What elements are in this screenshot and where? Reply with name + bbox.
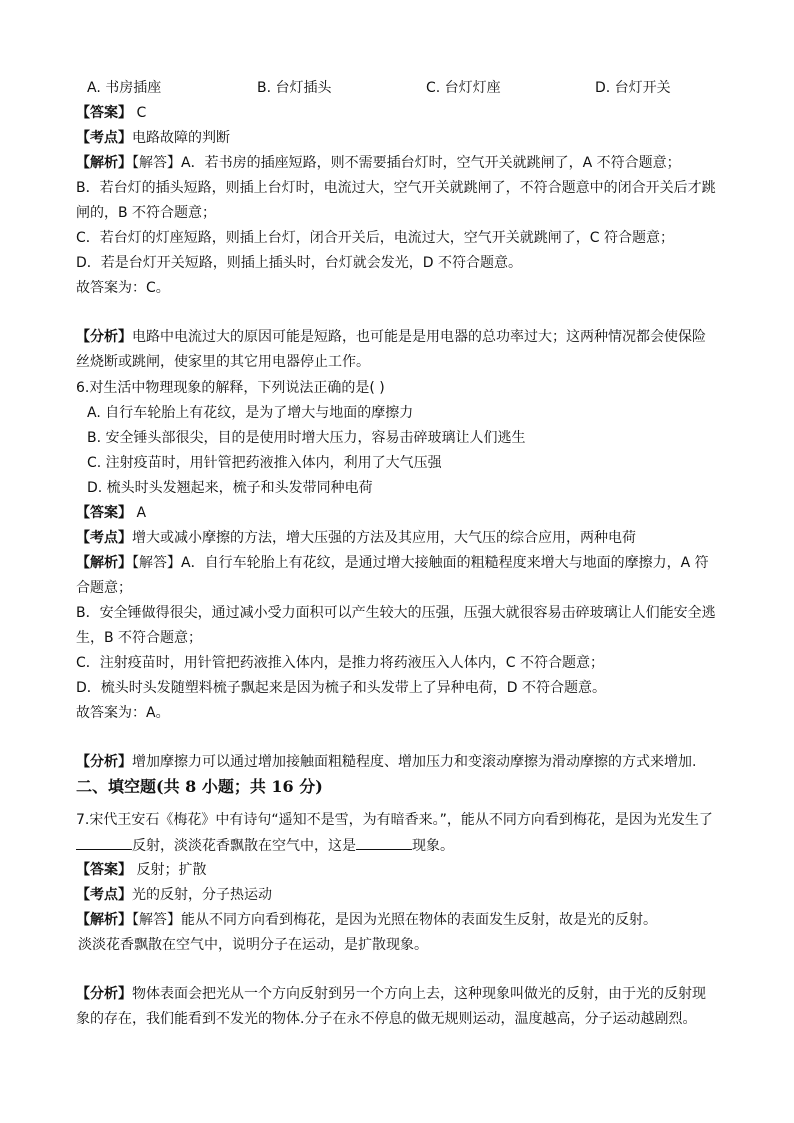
q6-option-a: A. 自行车轮胎上有花纹，是为了增大与地面的摩擦力 <box>87 405 414 421</box>
q5-option-c: C. 台灯灯座 <box>426 80 501 96</box>
q6-option-c: C. 注射疫苗时，用针管把药液推入体内，利用了大气压强 <box>87 455 442 471</box>
q5-option-b: B. 台灯插头 <box>257 80 332 96</box>
q6-jiexi-line: C．注射疫苗时，用针管把药液推入体内，是推力将药液压入人体内，C 不符合题意； <box>76 655 604 671</box>
q7-jiexi <box>76 910 657 930</box>
fenxi-tag: 【分析】 <box>76 986 132 1002</box>
kaodian-tag: 【考点】 <box>76 530 132 546</box>
q6-jiexi-line: B．安全锤做得很尖，通过减小受力面积可以产生较大的压强，压强大就很容易击碎玻璃让人们能安全逃 <box>76 605 716 621</box>
q5-fenxi <box>76 327 706 347</box>
fill-blank[interactable] <box>356 835 412 850</box>
q5-jiexi-line: B．若台灯的插头短路，则插上台灯时，电流过大，空气开关就跳闸了，不符合题意中的闭合开关后才跳 <box>76 180 716 196</box>
answer-value: 反射；扩散 <box>132 862 207 878</box>
fenxi-text: 增加摩擦力可以通过增加接触面粗糙程度、增加压力和变滚动摩擦为滑动摩擦的方式来增加. <box>132 754 697 770</box>
fenxi-text: 电路中电流过大的原因可能是短路，也可能是是用电器的总功率过大；这两种情况都会使保险 <box>132 329 706 345</box>
q7-stem-middle: 反射，淡淡花香飘散在空气中，这是 <box>132 838 356 854</box>
q6-option-b: B. 安全锤头部很尖，目的是使用时增大压力，容易击碎玻璃让人们逃生 <box>87 430 526 446</box>
q7-stem-end: 现象。 <box>412 838 454 854</box>
q5-fenxi-line: 丝烧断或跳闸，使家里的其它用电器停止工作。 <box>76 354 370 370</box>
q7-fenxi <box>76 984 706 1004</box>
q5-jiexi-line: C．若台灯的灯座短路，则插上台灯，闭合开关后，电流过大，空气开关就跳闸了，C 符合题意； <box>76 230 674 246</box>
jiexi-tag: 【解析】 <box>76 155 132 171</box>
answer-value: A <box>132 505 147 521</box>
jiexi-text: 【解答】A．若书房的插座短路，则不需要插台灯时，空气开关就跳闸了，A 不符合题意； <box>132 155 681 171</box>
jiexi-text: 【解答】能从不同方向看到梅花，是因为光照在物体的表面发生反射，故是光的反射。 <box>132 912 657 928</box>
q5-jiexi-line: 闸的，B 不符合题意； <box>76 205 217 221</box>
q7-answer <box>76 860 206 880</box>
section-title: 二、填空题(共 8 小题；共 16 分) <box>76 777 323 796</box>
q6-jiexi <box>76 553 709 573</box>
jiexi-text: 【解答】A．自行车轮胎上有花纹，是通过增大接触面的粗糙程度来增大与地面的摩擦力，A 符 <box>132 555 709 571</box>
q6-answer <box>76 503 146 523</box>
q5-options <box>87 78 767 98</box>
q6-jiexi-line: D．梳头时头发随塑料梳子飘起来是因为梳子和头发带上了异种电荷，D 不符合题意。 <box>76 680 607 696</box>
q6-stem: 6.对生活中物理现象的解释，下列说法正确的是( ) <box>76 380 385 396</box>
q5-conclusion: 故答案为：C。 <box>76 280 170 296</box>
q5-option-d: D. 台灯开关 <box>595 80 671 96</box>
answer-tag: 【答案】 <box>76 505 132 521</box>
q6-conclusion: 故答案为：A。 <box>76 705 170 721</box>
q7-stem-line <box>76 835 454 856</box>
q7-kaodian <box>76 885 272 905</box>
fenxi-text: 物体表面会把光从一个方向反射到另一个方向上去，这种现象叫做光的反射，由于光的反射现 <box>132 986 706 1002</box>
fill-blank[interactable] <box>76 835 132 850</box>
answer-tag: 【答案】 <box>76 862 132 878</box>
q7-fenxi-line: 象的存在，我们能看到不发光的物体.分子在永不停息的做无规则运动，温度越高，分子运动越剧烈。 <box>76 1011 697 1027</box>
kaodian-text: 光的反射，分子热运动 <box>132 887 272 903</box>
kaodian-text: 电路故障的判断 <box>132 130 230 146</box>
jiexi-tag: 【解析】 <box>76 555 132 571</box>
fenxi-tag: 【分析】 <box>76 329 132 345</box>
jiexi-tag: 【解析】 <box>76 912 132 928</box>
q6-fenxi <box>76 752 696 772</box>
q6-jiexi-line: 合题意； <box>76 580 132 596</box>
answer-tag: 【答案】 <box>76 105 132 121</box>
q6-option-d: D. 梳头时头发翘起来，梳子和头发带同种电荷 <box>87 480 373 496</box>
kaodian-text: 增大或减小摩擦的方法，增大压强的方法及其应用，大气压的综合应用，两种电荷 <box>132 530 636 546</box>
fenxi-tag: 【分析】 <box>76 754 132 770</box>
q5-option-a: A. 书房插座 <box>87 80 162 96</box>
q6-kaodian <box>76 528 636 548</box>
q7-stem: 7.宋代王安石《梅花》中有诗句“遥知不是雪，为有暗香来。”，能从不同方向看到梅花，是因为光发生了 <box>76 812 713 828</box>
kaodian-tag: 【考点】 <box>76 887 132 903</box>
q5-answer <box>76 103 146 123</box>
answer-value: C <box>132 105 147 121</box>
q5-jiexi <box>76 153 681 173</box>
kaodian-tag: 【考点】 <box>76 130 132 146</box>
q5-jiexi-line: D．若是台灯开关短路，则插上插头时，台灯就会发光，D 不符合题意。 <box>76 255 523 271</box>
q7-jiexi-line: 淡淡花香飘散在空气中，说明分子在运动，是扩散现象。 <box>78 937 428 953</box>
q5-kaodian <box>76 128 230 148</box>
q6-jiexi-line: 生，B 不符合题意； <box>76 630 203 646</box>
